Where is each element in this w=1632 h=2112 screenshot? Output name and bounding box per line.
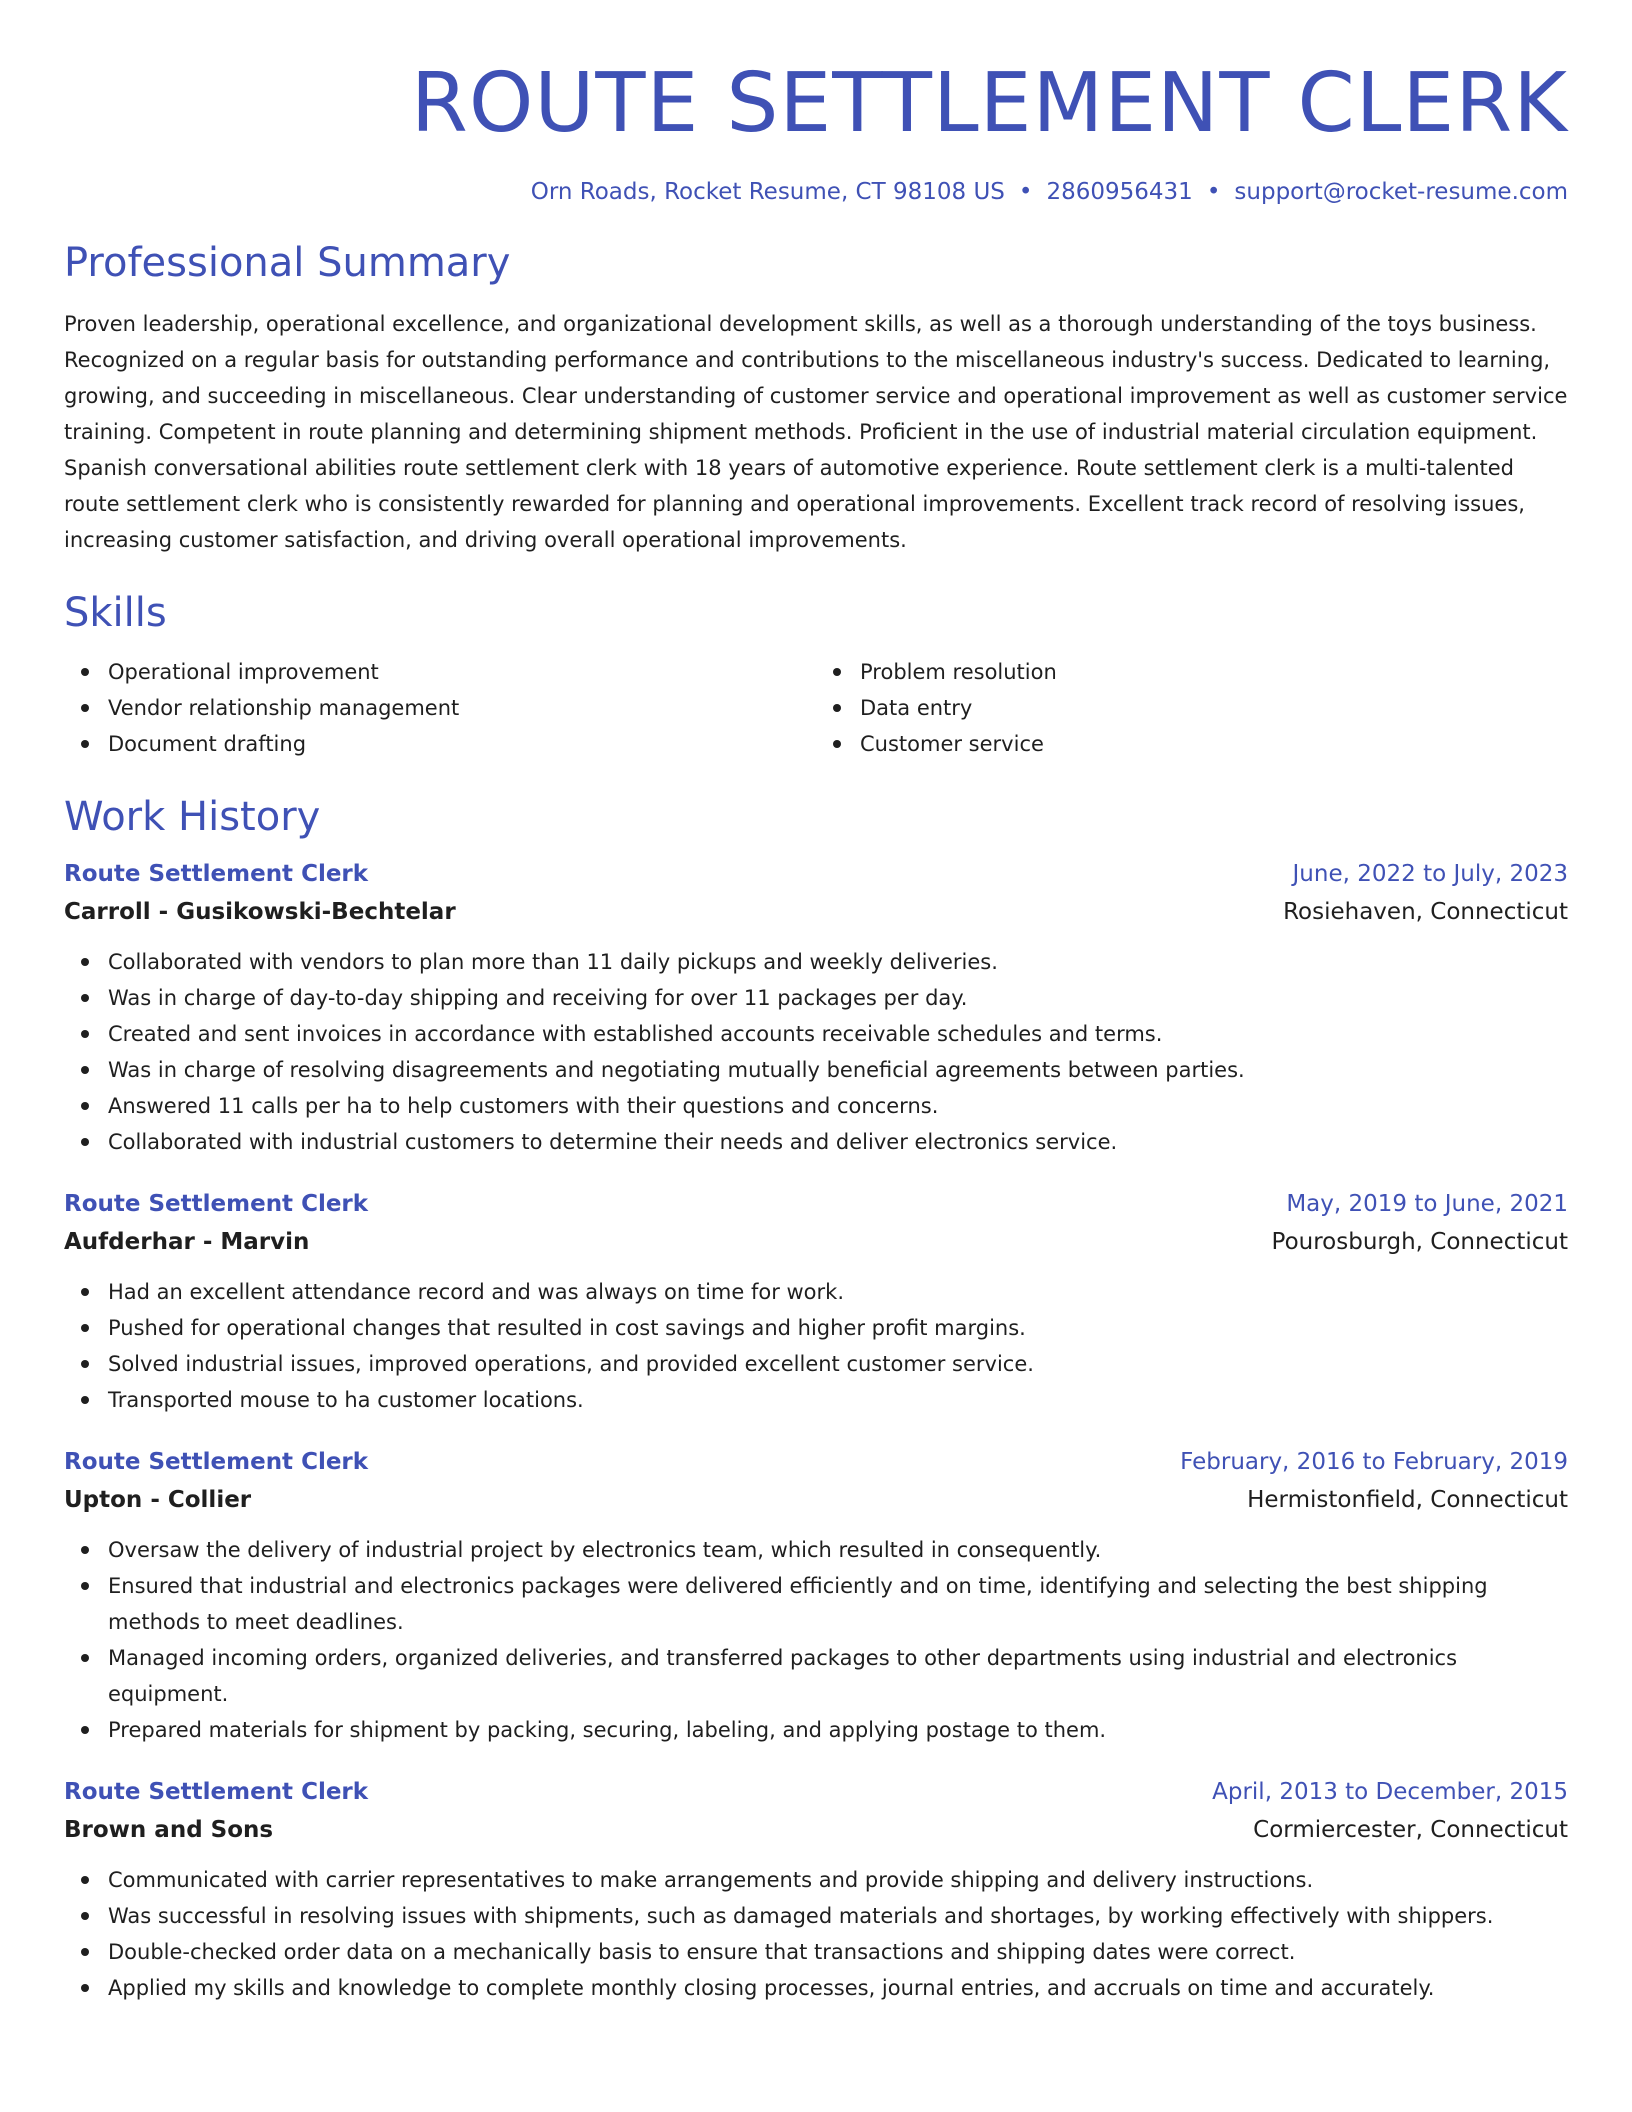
job-dates: June, 2022 to July, 2023	[1292, 861, 1568, 887]
job-company: Upton - Collier	[64, 1487, 252, 1513]
job-entry	[64, 1774, 1568, 2006]
job-bullet: Solved industrial issues, improved operations, and provided excellent customer service.	[64, 1346, 1568, 1382]
work-history-section	[64, 792, 1568, 2006]
job-bullet: Collaborated with vendors to plan more than 11 daily pickups and weekly deliveries.	[64, 944, 1568, 980]
job-bullet: Transported mouse to ha customer locations.	[64, 1382, 1568, 1418]
summary-heading: Professional Summary	[64, 240, 511, 286]
job-entry	[64, 1444, 1568, 1748]
job-dates: April, 2013 to December, 2015	[1212, 1779, 1568, 1805]
resume-header	[64, 54, 1568, 208]
skill-item: Document drafting	[64, 726, 816, 762]
contact-address: Orn Roads, Rocket Resume, CT 98108 US	[530, 179, 1005, 205]
job-bullet: Prepared materials for shipment by packing, securing, labeling, and applying postage to them.	[64, 1712, 1568, 1748]
summary-section	[64, 238, 1568, 558]
contact-email[interactable]: support@rocket-resume.com	[1234, 179, 1568, 205]
job-dates: February, 2016 to February, 2019	[1180, 1449, 1568, 1475]
job-bullet: Communicated with carrier representatives to make arrangements and provide shipping and delivery instructions.	[64, 1862, 1568, 1898]
contact-separator: •	[1018, 179, 1033, 205]
job-bullets	[64, 1274, 1568, 1418]
job-bullets	[64, 944, 1568, 1160]
job-bullets	[64, 1862, 1568, 2006]
job-title: Route Settlement Clerk	[64, 1449, 369, 1475]
job-title: Route Settlement Clerk	[64, 1779, 369, 1805]
skills-section	[64, 588, 1568, 762]
job-entry	[64, 1186, 1568, 1418]
skill-item: Customer service	[816, 726, 1568, 762]
job-location: Rosiehaven, Connecticut	[1283, 899, 1568, 925]
job-bullet: Pushed for operational changes that resulted in cost savings and higher profit margins.	[64, 1310, 1568, 1346]
skills-column-left	[64, 654, 816, 762]
job-bullet: Oversaw the delivery of industrial project by electronics team, which resulted in consequently.	[64, 1532, 1568, 1568]
job-entry	[64, 856, 1568, 1160]
work-history-heading: Work History	[64, 794, 321, 840]
contact-phone: 2860956431	[1046, 179, 1193, 205]
job-bullet: Ensured that industrial and electronics packages were delivered efficiently and on time, identifying and selecting the best shipping methods to meet deadlines.	[64, 1568, 1568, 1640]
skill-item: Data entry	[816, 690, 1568, 726]
job-company: Carroll - Gusikowski-Bechtelar	[64, 899, 456, 925]
job-bullet: Was in charge of resolving disagreements and negotiating mutually beneficial agreements between parties.	[64, 1052, 1568, 1088]
job-location: Pourosburgh, Connecticut	[1271, 1229, 1568, 1255]
job-bullet: Was successful in resolving issues with shipments, such as damaged materials and shortages, by working effectively with shippers.	[64, 1898, 1568, 1934]
candidate-name: ROUTE SETTLEMENT CLERK	[410, 56, 1568, 151]
job-bullet: Had an excellent attendance record and was always on time for work.	[64, 1274, 1568, 1310]
skill-item: Problem resolution	[816, 654, 1568, 690]
job-bullet: Answered 11 calls per ha to help customers with their questions and concerns.	[64, 1088, 1568, 1124]
job-title: Route Settlement Clerk	[64, 861, 369, 887]
skills-heading: Skills	[64, 590, 167, 636]
job-company: Aufderhar - Marvin	[64, 1229, 310, 1255]
contact-line	[64, 176, 1568, 208]
skill-item: Vendor relationship management	[64, 690, 816, 726]
job-bullet: Double-checked order data on a mechanically basis to ensure that transactions and shipping dates were correct.	[64, 1934, 1568, 1970]
skills-column-right	[816, 654, 1568, 762]
job-bullet: Managed incoming orders, organized deliveries, and transferred packages to other departments using industrial and electronics equipment.	[64, 1640, 1568, 1712]
job-location: Hermistonfield, Connecticut	[1247, 1487, 1568, 1513]
job-bullets	[64, 1532, 1568, 1748]
job-title: Route Settlement Clerk	[64, 1191, 369, 1217]
contact-separator: •	[1206, 179, 1221, 205]
job-bullet: Created and sent invoices in accordance with established accounts receivable schedules and terms.	[64, 1016, 1568, 1052]
skill-item: Operational improvement	[64, 654, 816, 690]
job-company: Brown and Sons	[64, 1817, 274, 1843]
job-location: Cormiercester, Connecticut	[1253, 1817, 1568, 1843]
skills-grid	[64, 654, 1568, 762]
job-bullet: Was in charge of day-to-day shipping and receiving for over 11 packages per day.	[64, 980, 1568, 1016]
job-dates: May, 2019 to June, 2021	[1286, 1191, 1568, 1217]
job-bullet: Applied my skills and knowledge to complete monthly closing processes, journal entries, and accruals on time and accurately.	[64, 1970, 1568, 2006]
job-bullet: Collaborated with industrial customers to determine their needs and deliver electronics service.	[64, 1124, 1568, 1160]
summary-text: Proven leadership, operational excellence, and organizational development skills, as well as a thorough understanding of the toys business. Recognized on a regular basis for outstanding performance and contributions to the miscellaneous industry's success. Dedicated to learning, growing, and succeeding in miscellaneous. Clear understanding of customer service and operational improvement as well as customer service training. Competent in route planning and determining shipment methods. Proficient in the use of industrial material circulation equipment. Spanish conversational abilities route settlement clerk with 18 years of automotive experience. Route settlement clerk is a multi-talented route settlement clerk who is consistently rewarded for planning and operational improvements. Excellent track record of resolving issues, increasing customer satisfaction, and driving overall operational improvements.	[64, 312, 1568, 552]
